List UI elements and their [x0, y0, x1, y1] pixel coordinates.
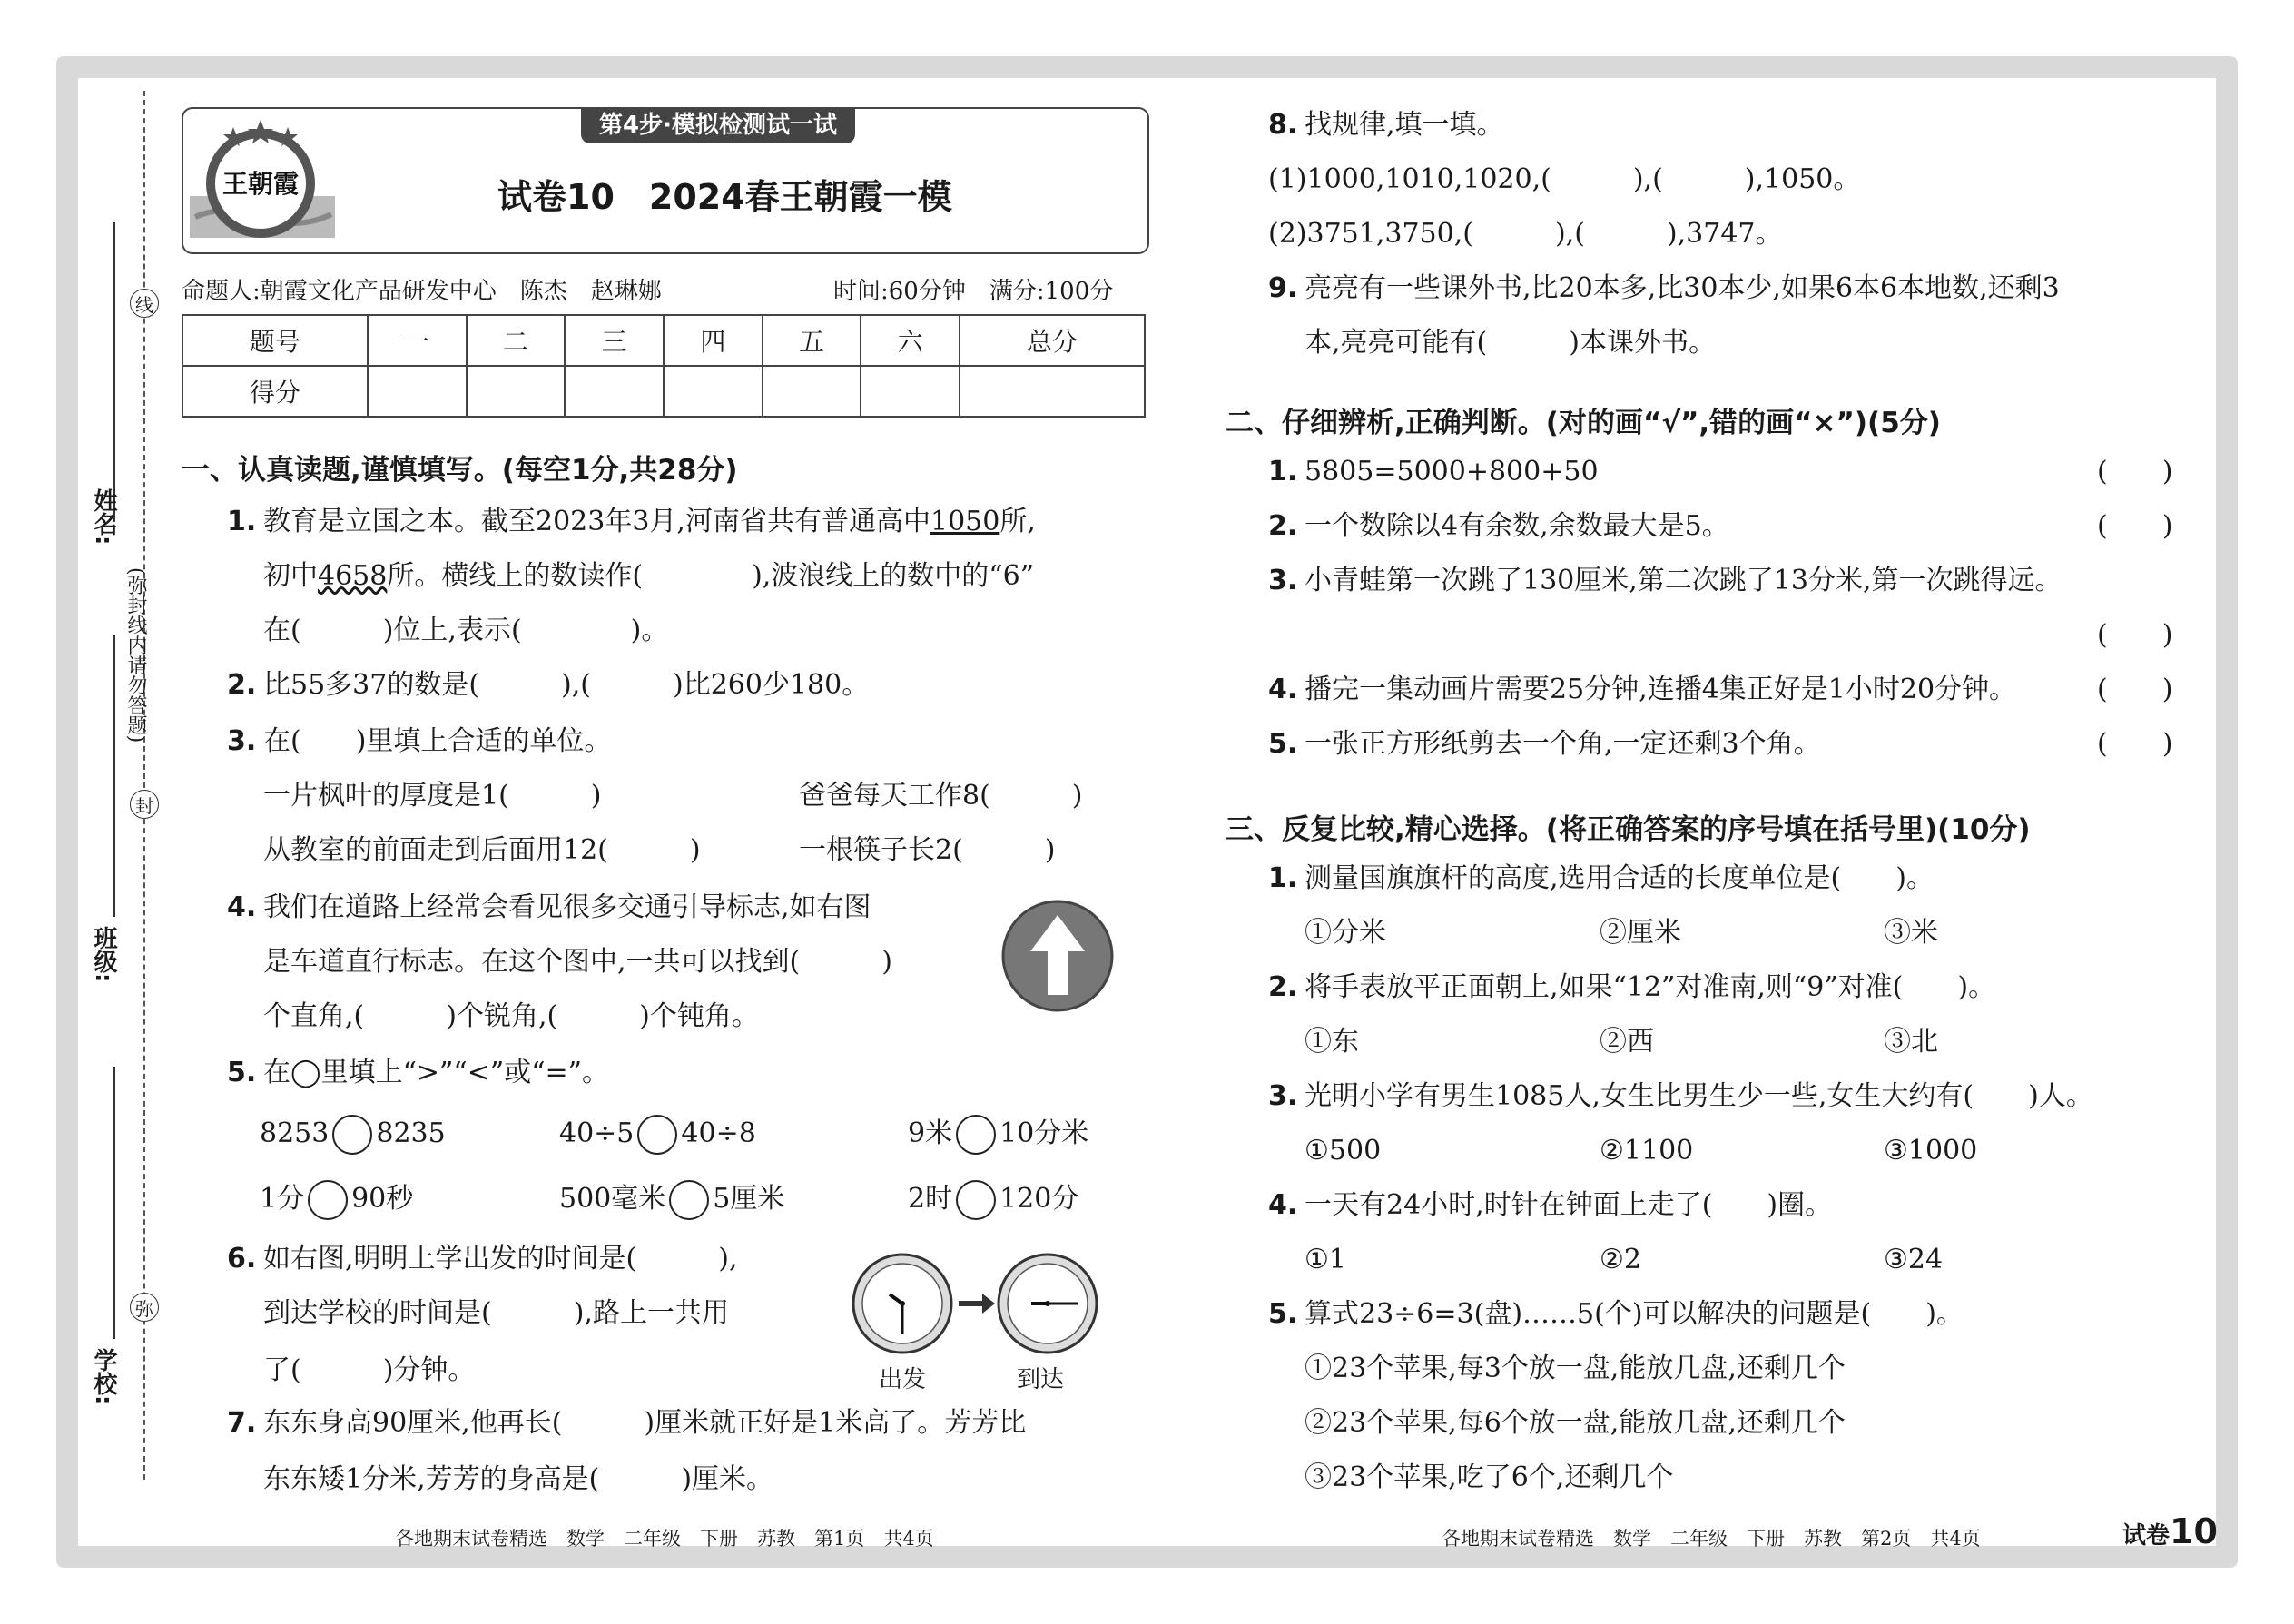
table-cell: 题号 [182, 315, 368, 366]
authors: 命题人:朝霞文化产品研发中心 陈杰 赵琳娜 [182, 278, 662, 305]
judge-answer-paren[interactable]: ( ) [2097, 674, 2173, 705]
choice-option: ③北 [1884, 1026, 1938, 1058]
q3-item-a: 一片枫叶的厚度是1( ) [263, 780, 602, 812]
q4-line1: 我们在道路上经常会看见很多交通引导标志,如右图 [263, 891, 871, 923]
svg-text:王朝霞: 王朝霞 [222, 169, 300, 199]
choice-option: ①东 [1305, 1026, 1359, 1058]
q5-number: 5. [227, 1057, 257, 1088]
choice-option: ②2 [1600, 1244, 1641, 1275]
choice-option: ①500 [1305, 1135, 1382, 1166]
q8-line1: (1)1000,1010,1020,( ),( ),1050。 [1268, 163, 1861, 195]
q6-line3: 了( )分钟。 [263, 1354, 476, 1386]
choice-q1-text: 测量国旗旗杆的高度,选用合适的长度单位是( )。 [1305, 862, 1934, 894]
judge-text: 5805=5000+800+50 [1305, 456, 1599, 487]
choice-q2-number: 2. [1268, 971, 1298, 1003]
wavy-number: 4658 [318, 560, 388, 592]
q9-number: 9. [1268, 272, 1298, 304]
q1-line2: 初中4658所。横线上的数读作( ),波浪线上的数中的“6” [263, 560, 1035, 592]
clock-label-depart: 出发 [879, 1366, 927, 1393]
q7-line1: 东东身高90厘米,他再长( )厘米就正好是1米高了。芳芳比 [263, 1407, 1027, 1439]
q7-number: 7. [227, 1407, 257, 1439]
class-label: 班级: [90, 926, 117, 983]
seal-mark-mi: 弥 [130, 1293, 159, 1322]
choice-option: ②1100 [1600, 1135, 1694, 1166]
choice-q1-number: 1. [1268, 862, 1298, 894]
compare-item: 1分 90秒 [260, 1180, 413, 1220]
exam-tag: 试卷10 [2122, 1511, 2218, 1551]
judge-answer-paren[interactable]: ( ) [2097, 619, 2173, 651]
compare-item: 8253 8235 [260, 1115, 446, 1155]
choice-option: ②西 [1600, 1026, 1654, 1058]
q4-number: 4. [227, 891, 257, 923]
score-input-cell[interactable] [960, 366, 1145, 417]
choice-option: ②厘米 [1600, 917, 1681, 949]
judge-answer-paren[interactable]: ( ) [2097, 510, 2173, 542]
name-label: 姓名: [90, 488, 117, 546]
compare-item: 2时 120分 [908, 1180, 1078, 1220]
choice-q5-text: 算式23÷6=3(盘)……5(个)可以解决的问题是( )。 [1305, 1298, 1964, 1330]
q2-number: 2. [227, 669, 257, 701]
table-cell: 总分 [960, 315, 1145, 366]
choice-option: ③米 [1884, 917, 1938, 949]
choice-option: ①1 [1305, 1244, 1346, 1275]
choice-q4-text: 一天有24小时,时针在钟面上走了( )圈。 [1305, 1189, 1833, 1221]
seal-mark-xian: 线 [130, 289, 159, 318]
judge-text: 播完一集动画片需要25分钟,连播4集正好是1小时20分钟。 [1305, 674, 2017, 705]
q1-line3: 在( )位上,表示( )。 [263, 615, 669, 646]
score-header-row [182, 315, 1145, 366]
score-row [182, 366, 1145, 417]
compare-circle[interactable] [332, 1115, 372, 1155]
score-input-cell[interactable] [565, 366, 664, 417]
q4-line3: 个直角,( )个锐角,( )个钝角。 [263, 1000, 759, 1032]
compare-circle[interactable] [956, 1180, 996, 1220]
compare-circle[interactable] [669, 1180, 709, 1220]
q2-text: 比55多37的数是( ),( )比260少180。 [263, 669, 870, 701]
q9-line2: 本,亮亮可能有( )本课外书。 [1305, 327, 1716, 359]
step-label: 第4步·模拟检测试一试 [581, 107, 855, 143]
q6-line1: 如右图,明明上学出发的时间是( ), [263, 1243, 738, 1275]
q6-line2: 到达学校的时间是( ),路上一共用 [263, 1297, 729, 1329]
compare-circle[interactable] [637, 1115, 677, 1155]
choice-option: ③1000 [1884, 1135, 1978, 1166]
score-input-cell[interactable] [861, 366, 960, 417]
judge-text: 一张正方形纸剪去一个角,一定还剩3个角。 [1305, 728, 1821, 760]
score-input-cell[interactable] [664, 366, 763, 417]
section3-title: 三、反复比较,精心选择。(将正确答案的序号填在括号里)(10分) [1226, 813, 2031, 846]
seal-note: (弥封线内请勿答题) [124, 567, 147, 743]
table-cell: 二 [467, 315, 566, 366]
seal-mark-feng: 封 [130, 790, 159, 819]
score-input-cell[interactable] [763, 366, 861, 417]
compare-circle[interactable] [956, 1115, 996, 1155]
compare-item: 500毫米 5厘米 [559, 1180, 784, 1220]
q3-number: 3. [227, 725, 257, 757]
compare-item: 40÷5 40÷8 [559, 1115, 756, 1155]
judge-number: 4. [1268, 674, 1298, 705]
q8-text: 找规律,填一填。 [1305, 109, 1504, 141]
judge-text: 小青蛙第一次跳了130厘米,第二次跳了13分米,第一次跳得远。 [1305, 565, 2063, 596]
choice-q5-number: 5. [1268, 1298, 1298, 1330]
choice-option: ①分米 [1305, 917, 1386, 949]
q1-line1: 教育是立国之本。截至2023年3月,河南省共有普通高中1050所, [263, 506, 1036, 537]
score-input-cell[interactable] [368, 366, 467, 417]
choice-option: ②23个苹果,每6个放一盘,能放几盘,还剩几个 [1305, 1407, 1846, 1439]
score-table [182, 314, 1146, 418]
judge-answer-paren[interactable]: ( ) [2097, 456, 2173, 487]
compare-circle[interactable] [308, 1180, 348, 1220]
q5-text: 在◯里填上“>”“<”或“=”。 [263, 1057, 610, 1088]
table-cell: 六 [861, 315, 960, 366]
clocks-figure [850, 1251, 1104, 1358]
judge-number: 5. [1268, 728, 1298, 760]
table-cell: 五 [763, 315, 861, 366]
q8-line2: (2)3751,3750,( ),( ),3747。 [1268, 218, 1783, 250]
compare-item: 9米 10分米 [908, 1115, 1088, 1155]
choice-q3-number: 3. [1268, 1080, 1298, 1112]
judge-number: 3. [1268, 565, 1298, 596]
q3-item-c: 从教室的前面走到后面用12( ) [263, 834, 701, 866]
clock-label-arrive: 到达 [1017, 1366, 1065, 1393]
q9-line1: 亮亮有一些课外书,比20本多,比30本少,如果6本6本地数,还剩3 [1305, 272, 2060, 304]
q4-line2: 是车道直行标志。在这个图中,一共可以找到( ) [263, 946, 892, 978]
section2-title: 二、仔细辨析,正确判断。(对的画“√”,错的画“×”)(5分) [1226, 407, 1941, 439]
choice-option: ①23个苹果,每3个放一盘,能放几盘,还剩几个 [1305, 1353, 1846, 1384]
logo-seal [186, 113, 339, 246]
judge-text: 一个数除以4有余数,余数最大是5。 [1305, 510, 1729, 542]
table-cell: 三 [565, 315, 664, 366]
choice-q4-number: 4. [1268, 1189, 1298, 1221]
score-input-cell[interactable] [467, 366, 566, 417]
section1-title: 一、认真读题,谨慎填写。(每空1分,共28分) [182, 454, 738, 487]
exam-title: 试卷10 2024春王朝霞一模 [497, 177, 952, 217]
choice-option: ③24 [1884, 1244, 1944, 1275]
table-cell: 四 [664, 315, 763, 366]
table-cell: 得分 [182, 366, 368, 417]
footer-left: 各地期末试卷精选 数学 二年级 下册 苏教 第1页 共4页 [395, 1528, 934, 1550]
q3-item-b: 爸爸每天工作8( ) [799, 780, 1083, 812]
choice-q2-text: 将手表放平正面朝上,如果“12”对准南,则“9”对准( )。 [1305, 971, 1996, 1003]
judge-number: 2. [1268, 510, 1298, 542]
judge-number: 1. [1268, 456, 1298, 487]
q7-line2: 东东矮1分米,芳芳的身高是( )厘米。 [263, 1463, 774, 1495]
q8-number: 8. [1268, 109, 1298, 141]
class-line [113, 635, 115, 917]
choice-q3-text: 光明小学有男生1085人,女生比男生少一些,女生大约有( )人。 [1305, 1080, 2093, 1112]
name-line [113, 222, 115, 522]
choice-option: ③23个苹果,吃了6个,还剩几个 [1305, 1462, 1674, 1493]
judge-answer-paren[interactable]: ( ) [2097, 728, 2173, 760]
q6-number: 6. [227, 1243, 257, 1275]
school-line [113, 1067, 115, 1339]
time-score: 时间:60分钟 满分:100分 [833, 278, 1114, 305]
q3-item-d: 一根筷子长2( ) [799, 834, 1056, 866]
school-label: 学校: [90, 1348, 117, 1405]
footer-right: 各地期末试卷精选 数学 二年级 下册 苏教 第2页 共4页 [1442, 1528, 1981, 1550]
table-cell: 一 [368, 315, 467, 366]
q3-text: 在( )里填上合适的单位。 [263, 725, 612, 757]
underlined-number: 1050 [930, 506, 1000, 537]
q1-number: 1. [227, 506, 257, 537]
straight-arrow-sign [1000, 899, 1115, 1013]
